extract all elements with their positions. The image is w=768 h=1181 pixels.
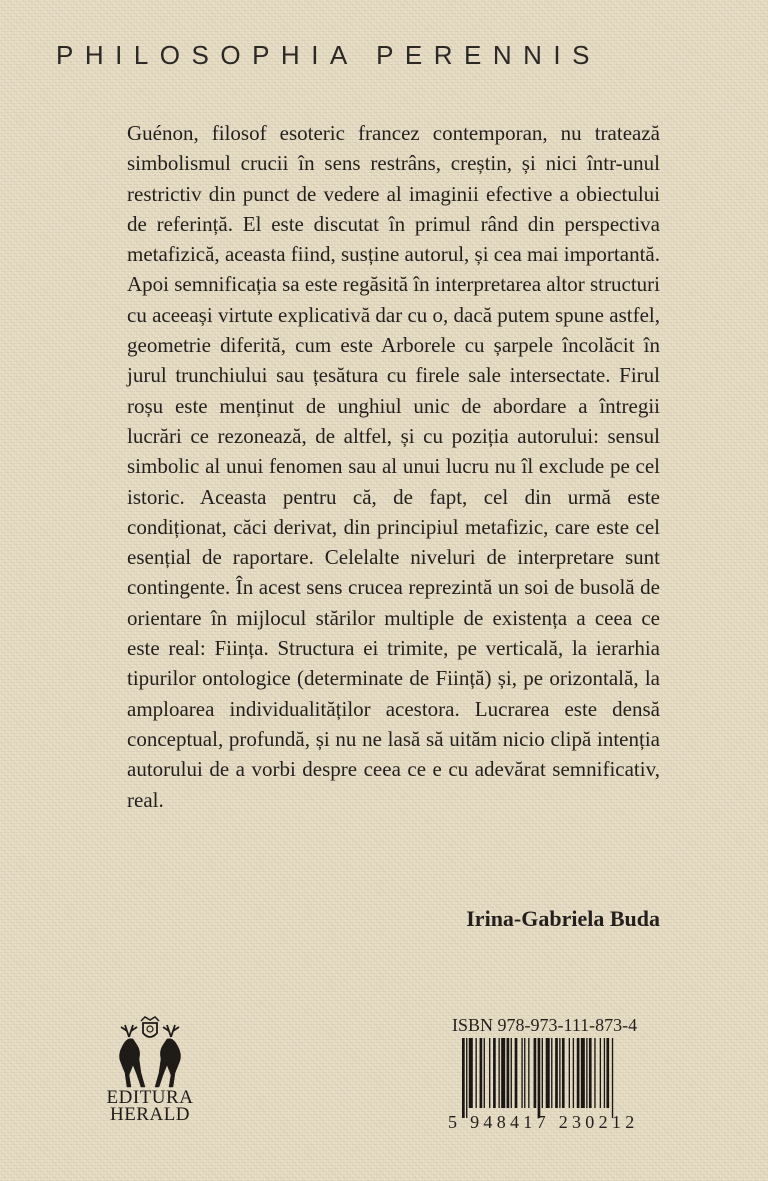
barcode-bar: [521, 1038, 522, 1108]
barcode-bar: [562, 1038, 565, 1108]
barcode-bar: [466, 1038, 467, 1118]
publisher-logo: [96, 1015, 204, 1123]
barcode-bar: [559, 1038, 560, 1108]
barcode-bar: [484, 1038, 485, 1108]
barcode-bar: [542, 1038, 543, 1108]
barcode-bar: [538, 1038, 541, 1118]
barcode-bar: [489, 1038, 490, 1108]
isbn-label: ISBN 978-973-111-873-4: [452, 1015, 638, 1035]
barcode-bar: [581, 1038, 585, 1108]
barcode-bar: [606, 1038, 609, 1108]
publisher-name-line2: HERALD: [109, 1104, 191, 1125]
barcode-bar: [612, 1038, 613, 1118]
barcode-bar: [528, 1038, 529, 1108]
barcode-bar: [469, 1038, 473, 1108]
barcode-bar: [586, 1038, 587, 1108]
barcode-bar: [507, 1038, 510, 1108]
blurb-text: Guénon, filosof esoteric francez contemporan, nu tratează simbolismul crucii în sens restrâns, creștin, și nici într-unul restrictiv din punct de vedere al imaginii efective a obiectului de referință. El este discutat în primul rând din perspectiva metafizică, aceasta fiind, susține autorul, și cea mai importantă. Apoi semnificația sa este regăsită în interpretarea altor structuri cu aceeași virtute explicativă dar cu o, dacă putem spune astfel, geometrie diferită, cum este Arborele cu șarpele încolăcit în jurul trunchiului sau țesătura cu firele sale intersectate. Firul roșu este menținut de unghiul unic de abordare a întregii lucrări ce rezonează, de altfel, și cu poziția autorului: sensul simbolic al unui fenomen sau al unui lucru nu îl exclude pe cel istoric. Aceasta pentru că, de fapt, cel din urmă este condiționat, căci derivat, din principiul metafizic, care este cel esențial de raportare. Celelalte niveluri de interpretare sunt contingente. În acest sens crucea reprezintă un soi de busolă de orientare în mijlocul stărilor multiple de existența a ceea ce este real: Ființa. Structura ei trimite, pe verticală, la ierarhia tipurilor ontologice (determinate de Ființă) și, pe orizontală, la amploarea individualităților acestora. Lucrarea este densă conceptual, profundă, și nu ne lasă să uităm nicio clipă intenția autorului de a vorbi despre ceea ce e cu adevărat semnificativ, real.: [127, 121, 660, 812]
barcode-bar: [534, 1038, 537, 1108]
barcode-bar: [511, 1038, 512, 1108]
barcode-bar: [515, 1038, 518, 1108]
barcode-bar: [498, 1038, 499, 1108]
barcode-bar: [493, 1038, 496, 1108]
barcode-bar: [589, 1038, 592, 1108]
blurb-author: Irina-Gabriela Buda: [466, 906, 660, 931]
barcode-bar: [546, 1038, 550, 1108]
barcode-bar: [577, 1038, 580, 1108]
series-title: PHILOSOPHIA PERENNIS: [56, 40, 601, 70]
back-cover-blurb: [127, 118, 660, 815]
barcode-bar: [501, 1038, 505, 1108]
barcode-bar: [573, 1038, 574, 1108]
barcode: [462, 1038, 662, 1121]
publisher-name-line1: EDITURA: [106, 1087, 194, 1108]
barcode-bar: [604, 1038, 605, 1108]
barcode-bar: [600, 1038, 601, 1108]
barcode-bar: [551, 1038, 552, 1108]
barcode-bar: [480, 1038, 483, 1108]
barcode-digits: 5 948417 230212: [448, 1112, 639, 1132]
barcode-bar: [524, 1038, 525, 1108]
barcode-bars: [462, 1038, 662, 1121]
barcode-bar: [555, 1038, 558, 1108]
barcode-bar: [476, 1038, 477, 1108]
deer-crest-icon: [107, 1015, 193, 1089]
barcode-bar: [569, 1038, 570, 1108]
barcode-bar: [462, 1038, 465, 1118]
barcode-bar: [594, 1038, 595, 1108]
